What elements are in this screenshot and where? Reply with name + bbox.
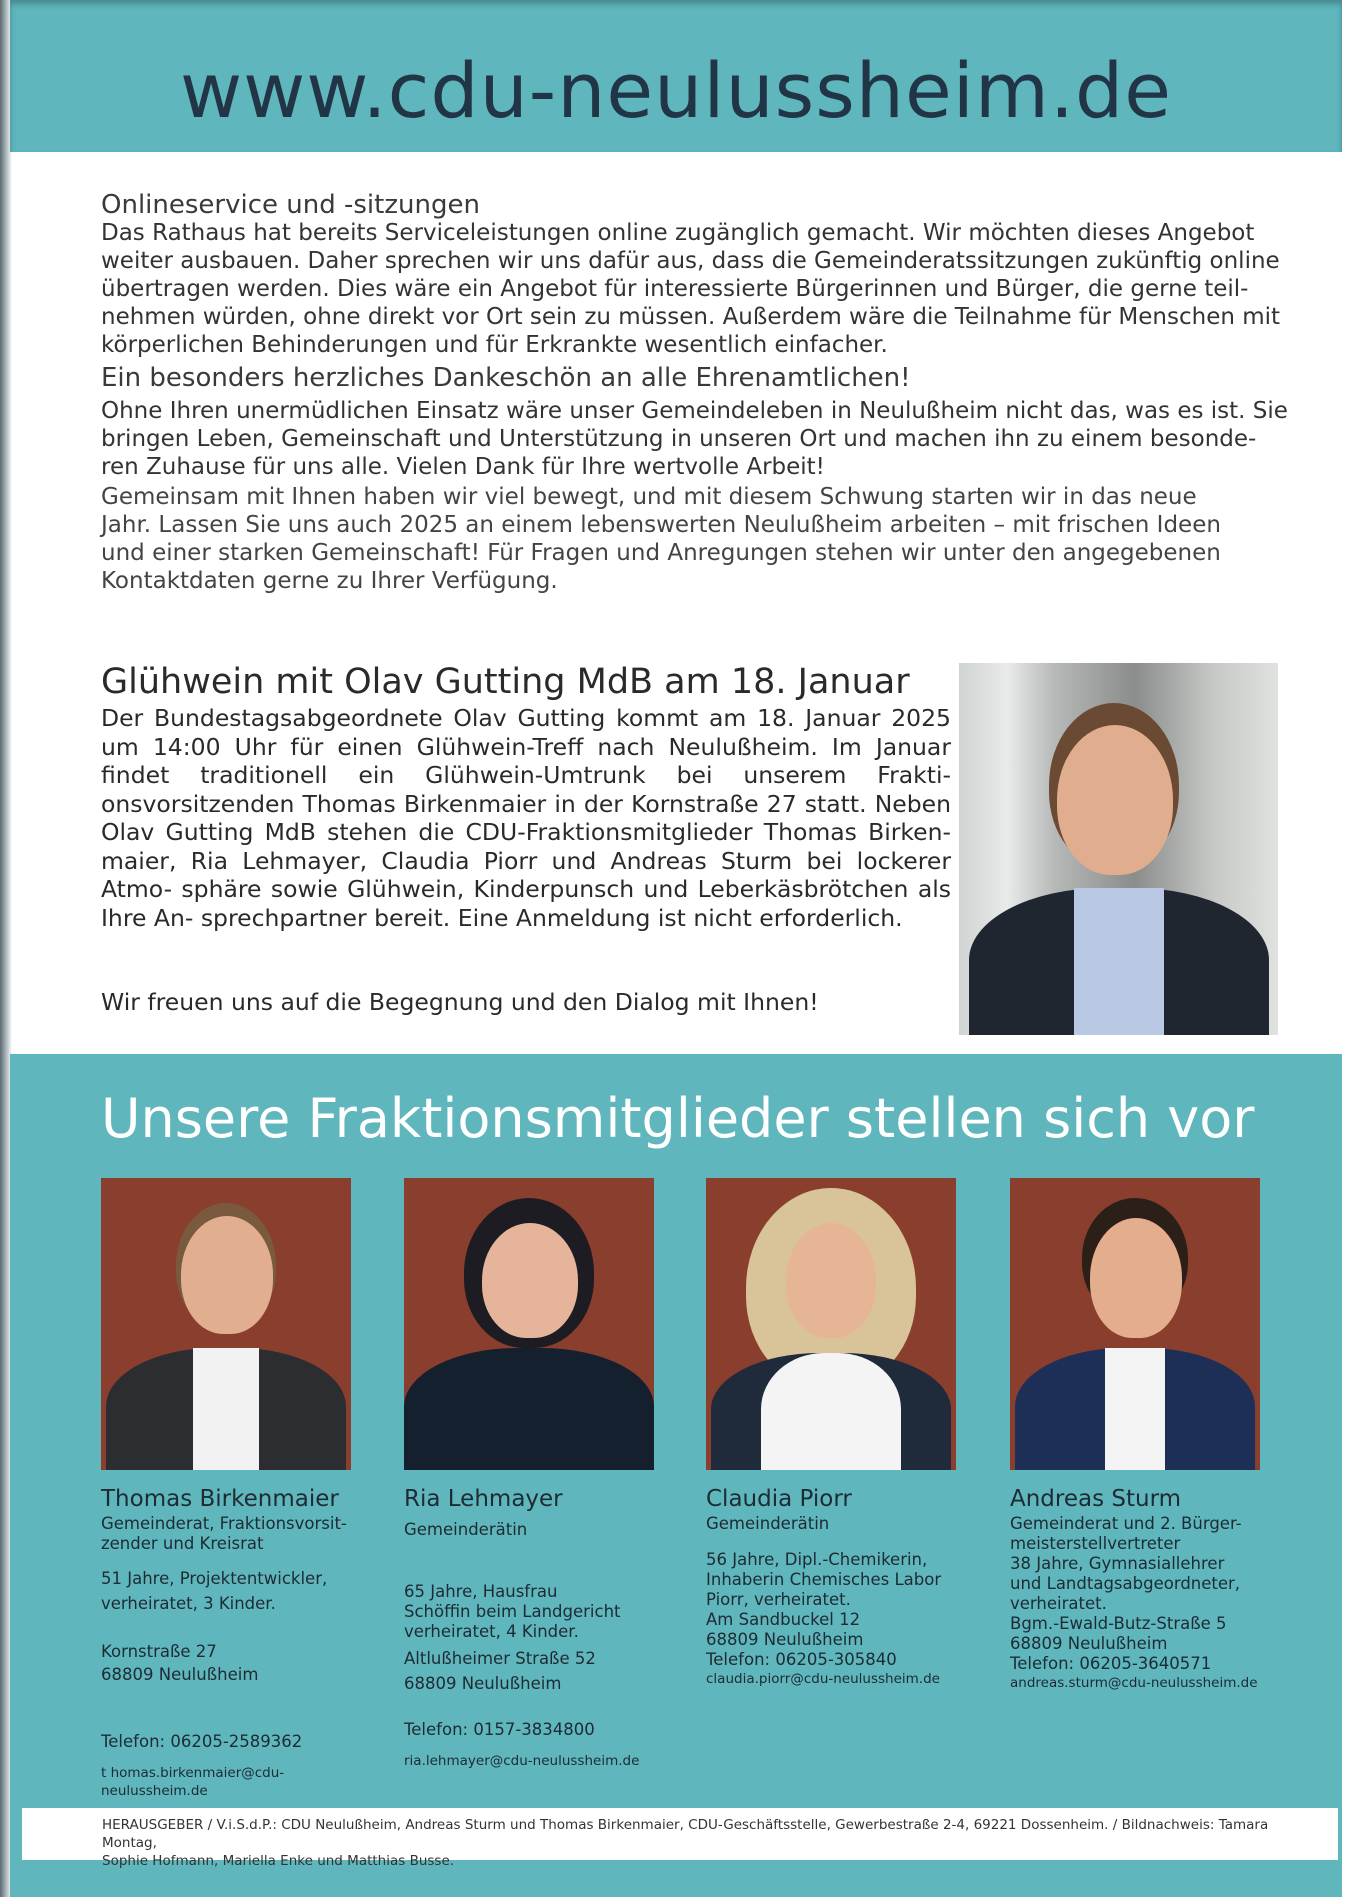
member-name: Thomas Birkenmaier [101, 1486, 339, 1512]
member-info [101, 1566, 361, 1616]
imprint-footer [22, 1808, 1338, 1869]
member-street: Altlußheimer Straße 52 [404, 1649, 596, 1668]
online-line: nehmen würden, ohne direkt vor Ort sein zu müssen. Außerdem wäre die Teilnahme für Menschen mit [101, 304, 1281, 330]
member-email[interactable]: andreas.sturm@cdu-neulussheim.de [1010, 1675, 1258, 1691]
member-name: Ria Lehmayer [404, 1486, 563, 1512]
member-street: Kornstraße 27 [101, 1642, 217, 1661]
portrait-thomas-birkenmaier [101, 1178, 351, 1470]
member-address [101, 1640, 361, 1686]
member-info-line: 51 Jahre, Projektentwickler, [101, 1569, 328, 1588]
thanks-paragraph [101, 397, 1291, 481]
online-heading: Onlineservice und -sitzungen [101, 190, 480, 220]
member-address [404, 1646, 664, 1696]
team-title: Unsere Fraktionsmitglieder stellen sich vor [101, 1087, 1255, 1150]
member-info [404, 1582, 664, 1642]
member-role-line: Gemeinderätin [404, 1520, 528, 1539]
member-email[interactable]: ria.lehmayer@cdu-neulussheim.de [404, 1753, 640, 1769]
site-url[interactable]: www.cdu-neulussheim.de [179, 46, 1173, 135]
together-line: und einer starken Gemeinschaft! Für Fragen und Anregungen stehen wir unter den angegebenen [101, 540, 1221, 566]
member-card-thomas [101, 1484, 361, 1800]
portrait-claudia-piorr [706, 1178, 956, 1470]
member-info-line: verheiratet. [1010, 1594, 1107, 1613]
imprint-line: HERAUSGEBER / V.i.S.d.P.: CDU Neulußheim, Andreas Sturm und Thomas Birkenmaier, CDU-Geschäftsstelle, Gewerbestraße 2-4, 69221 Dossenheim. / Bildnachweis: Tamara Montag, [102, 1817, 1269, 1851]
member-role [1010, 1514, 1270, 1554]
member-info-line: Am Sandbuckel 12 [706, 1610, 861, 1629]
member-info-line: 38 Jahre, Gymnasiallehrer [1010, 1554, 1225, 1573]
portrait-ria-lehmayer [404, 1178, 654, 1470]
member-phone[interactable]: Telefon: 06205-2589362 [101, 1732, 303, 1751]
member-info-line: 65 Jahre, Hausfrau [404, 1582, 558, 1601]
thanks-line: bringen Leben, Gemeinschaft und Unterstützung in unseren Ort und machen ihn zu einem besonde- [101, 426, 1257, 452]
member-info-line: Bgm.-Ewald-Butz-Straße 5 [1010, 1614, 1227, 1633]
header-band [10, 0, 1342, 152]
member-email[interactable]: t homas.birkenmaier@cdu-neulussheim.de [101, 1765, 285, 1799]
imprint-line: Sophie Hofmann, Mariella Enke und Matthias Busse. [102, 1853, 455, 1869]
member-role [404, 1520, 664, 1540]
together-line: Jahr. Lassen Sie uns auch 2025 an einem lebenswerten Neulußheim arbeiten – mit frischen Ideen [101, 512, 1221, 538]
member-info-line: Inhaberin Chemisches Labor [706, 1570, 942, 1589]
member-info-line: Piorr, verheiratet. [706, 1590, 851, 1609]
online-line: weiter ausbauen. Daher sprechen wir uns dafür aus, dass die Gemeinderatssitzungen zukünftig online [101, 248, 1280, 274]
member-city: 68809 Neulußheim [101, 1665, 259, 1684]
gluehwein-paragraph: Der Bundestagsabgeordnete Olav Gutting kommt am 18. Januar 2025 um 14:00 Uhr für einen Glühwein-Treff nach Neulußheim. Im Januar findet traditionell ein Glühwein-Umtrunk bei unserem Frakti- onsvorsitzenden Thomas Birkenmaier in der Kornstraße 27 statt. Neben Olav Gutting MdB stehen die CDU-Fraktionsmitglieder Thomas Birken- maier, Ria Lehmayer, Claudia Piorr und Andreas Sturm bei lockerer Atmo- sphäre sowie Glühwein, Kinderpunsch und Leberkäsbrötchen als Ihre An- sprechpartner bereit. Eine Anmeldung ist nicht erforderlich. [101, 704, 951, 932]
member-info-line: 68809 Neulußheim [1010, 1634, 1168, 1653]
member-card-claudia [706, 1484, 966, 1688]
member-info-line: verheiratet, 3 Kinder. [101, 1594, 276, 1613]
member-name: Andreas Sturm [1010, 1486, 1182, 1512]
member-info-line[interactable]: Telefon: 06205-305840 [706, 1650, 897, 1669]
member-role-line: zender und Kreisrat [101, 1534, 264, 1553]
member-info-line: 56 Jahre, Dipl.-Chemikerin, [706, 1550, 928, 1569]
online-line: körperlichen Behinderungen und für Erkrankte wesentlich einfacher. [101, 332, 888, 358]
together-paragraph [101, 483, 1291, 595]
member-role [706, 1514, 966, 1534]
portrait-olav-gutting [959, 663, 1278, 1035]
member-role-line: Gemeinderätin [706, 1514, 830, 1533]
thanks-line: ren Zuhause für uns alle. Vielen Dank für Ihre wertvolle Arbeit! [101, 454, 825, 480]
member-info [706, 1550, 966, 1670]
member-card-andreas [1010, 1484, 1270, 1692]
member-city: 68809 Neulußheim [404, 1674, 562, 1693]
online-line: Das Rathaus hat bereits Serviceleistungen online zugänglich gemacht. Wir möchten dieses Angebot [101, 220, 1255, 246]
member-role [101, 1514, 361, 1554]
gluehwein-heading: Glühwein mit Olav Gutting MdB am 18. Januar [101, 662, 910, 702]
member-role-line: Gemeinderat und 2. Bürger- [1010, 1514, 1242, 1533]
member-name: Claudia Piorr [706, 1486, 852, 1512]
portrait-andreas-sturm [1010, 1178, 1260, 1470]
online-line: übertragen werden. Dies wäre ein Angebot für interessierte Bürgerinnen und Bürger, die gerne teil- [101, 276, 1249, 302]
member-role-line: Gemeinderat, Fraktionsvorsit- [101, 1514, 347, 1533]
gluehwein-closing: Wir freuen uns auf die Begegnung und den Dialog mit Ihnen! [101, 988, 819, 1016]
member-info-line: und Landtagsabgeordneter, [1010, 1574, 1241, 1593]
member-info-line: verheiratet, 4 Kinder. [404, 1622, 579, 1641]
member-role-line: meisterstellvertreter [1010, 1534, 1181, 1553]
member-info-line: 68809 Neulußheim [706, 1630, 864, 1649]
thanks-heading: Ein besonders herzliches Dankeschön an alle Ehrenamtlichen! [101, 363, 911, 393]
together-line: Gemeinsam mit Ihnen haben wir viel bewegt, und mit diesem Schwung starten wir in das neue [101, 484, 1197, 510]
member-card-ria [404, 1484, 664, 1770]
thanks-line: Ohne Ihren unermüdlichen Einsatz wäre unser Gemeindeleben in Neulußheim nicht das, was es ist. Sie [101, 398, 1288, 424]
member-info [1010, 1554, 1270, 1674]
member-info-line[interactable]: Telefon: 06205-3640571 [1010, 1654, 1212, 1673]
together-line: Kontaktdaten gerne zu Ihrer Verfügung. [101, 568, 558, 594]
online-paragraph [101, 219, 1291, 359]
member-email[interactable]: claudia.piorr@cdu-neulussheim.de [706, 1671, 940, 1687]
imprint-text [102, 1816, 1302, 1870]
member-info-line: Schöffin beim Landgericht [404, 1602, 621, 1621]
member-phone[interactable]: Telefon: 0157-3834800 [404, 1720, 595, 1739]
